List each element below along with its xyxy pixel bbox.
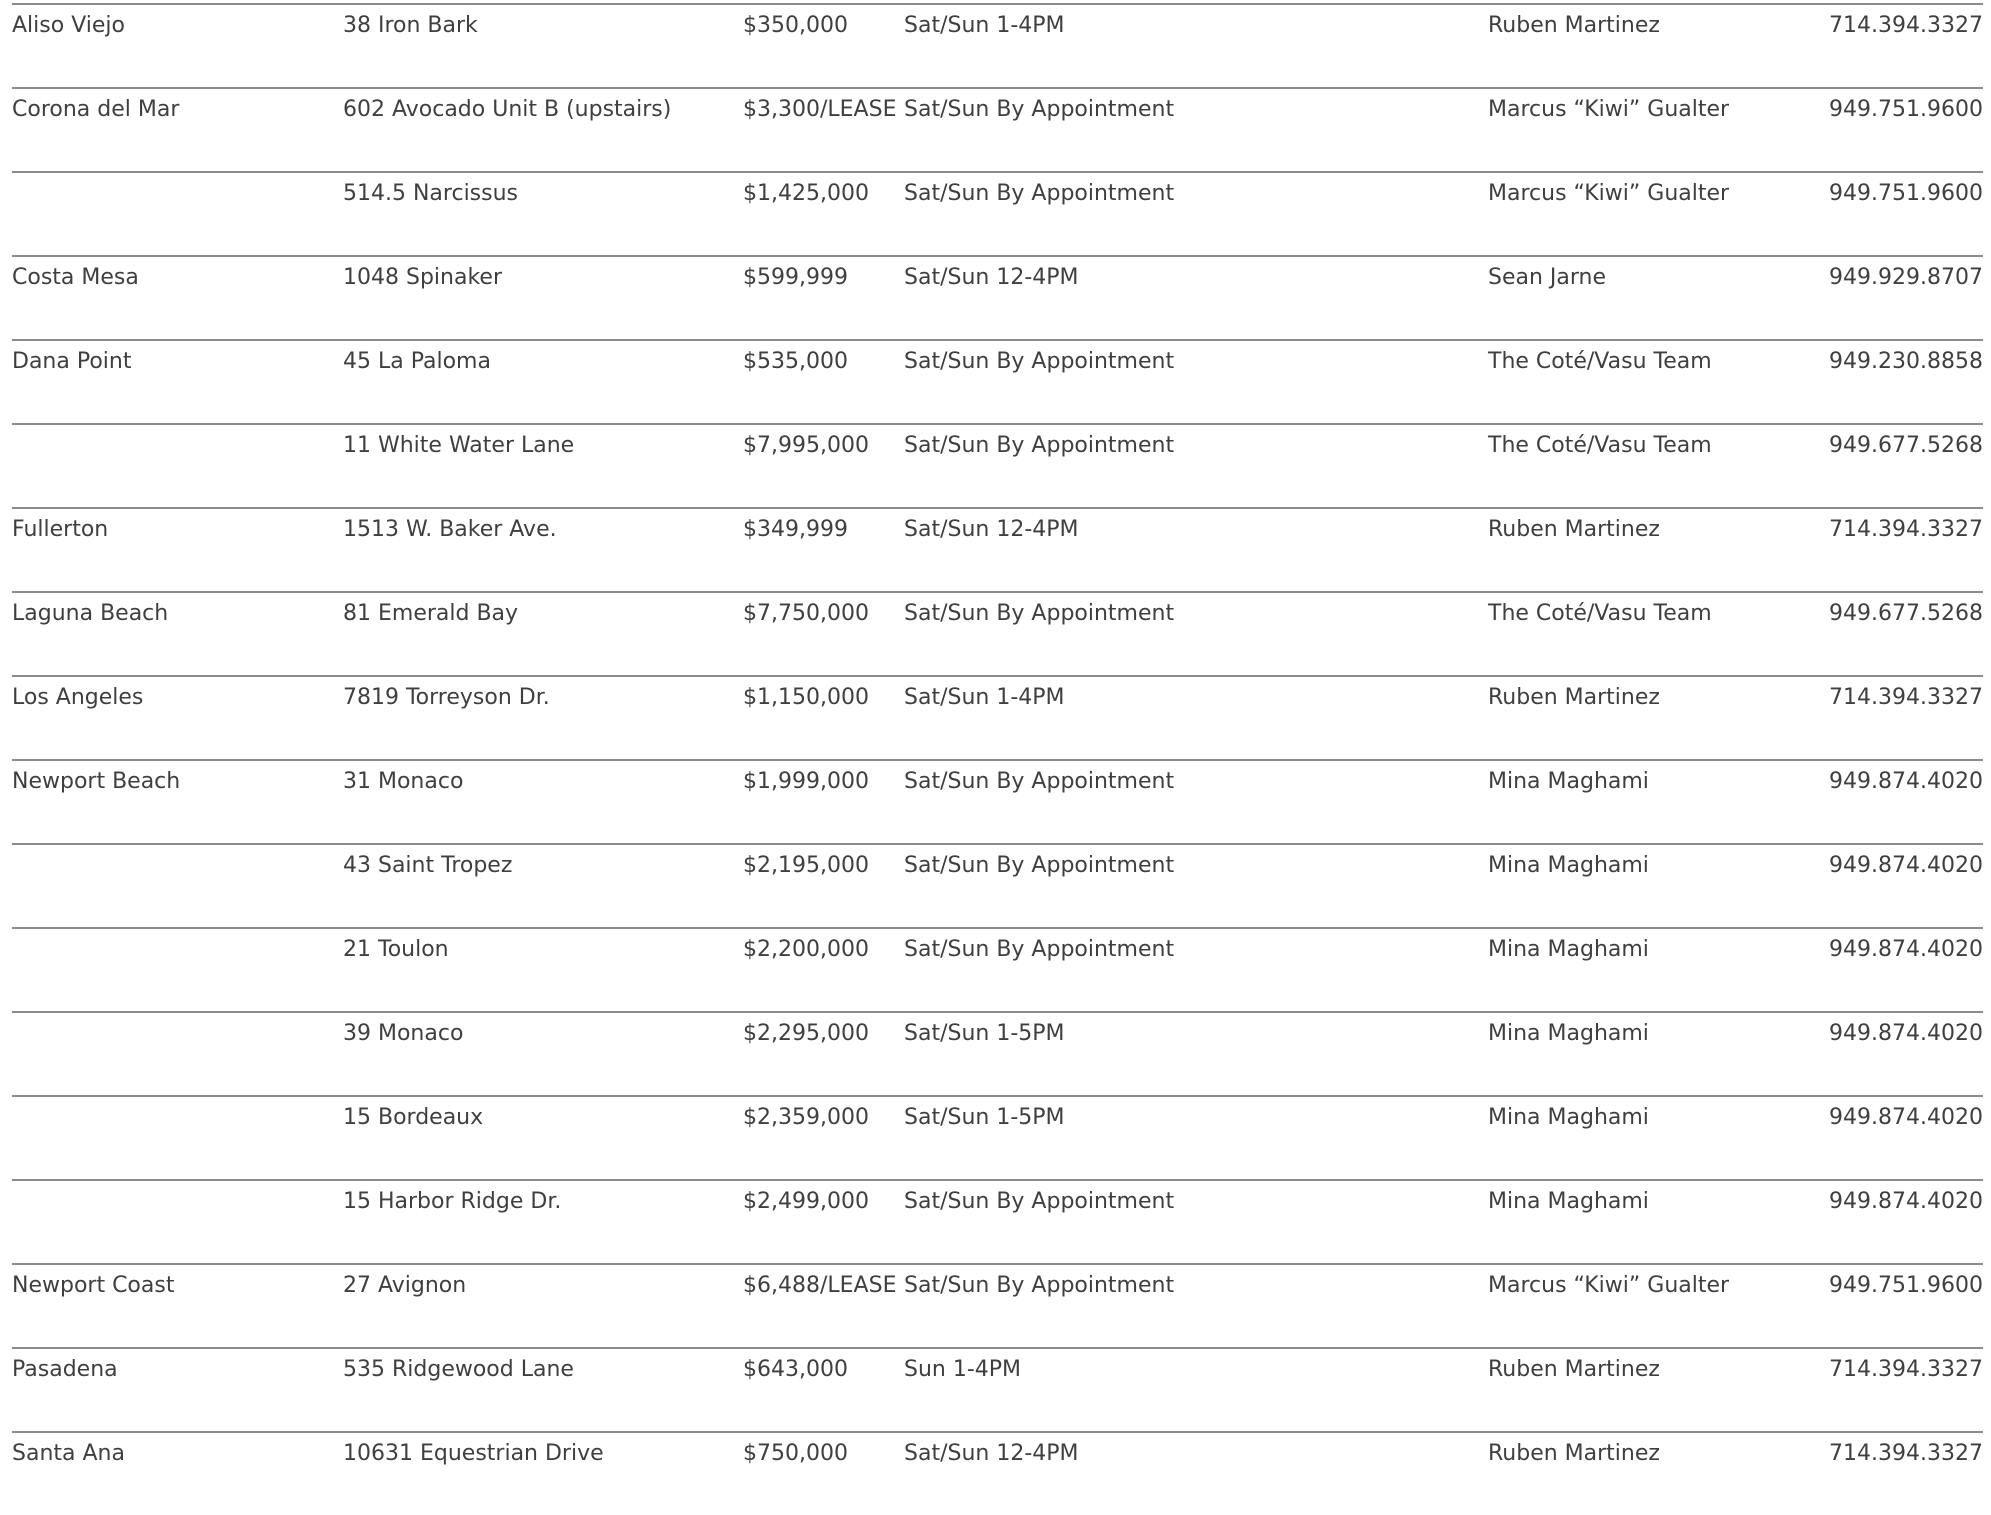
listing-row: [12, 1011, 1983, 1095]
price-cell: $535,000: [743, 349, 848, 374]
hours-cell: Sat/Sun By Appointment: [904, 853, 1175, 878]
listing-row: [12, 843, 1983, 927]
price-cell: $2,195,000: [743, 853, 869, 878]
city-cell: Dana Point: [12, 349, 132, 374]
phone-cell: 949.874.4020: [1829, 937, 1983, 962]
listing-row: [12, 255, 1983, 339]
price-cell: $1,999,000: [743, 769, 869, 794]
address-cell: 31 Monaco: [343, 769, 464, 794]
agent-cell: Mina Maghami: [1488, 1105, 1649, 1130]
agent-cell: The Coté/Vasu Team: [1488, 349, 1712, 374]
hours-cell: Sun 1-4PM: [904, 1357, 1022, 1382]
listing-row: [12, 507, 1983, 591]
address-cell: 11 White Water Lane: [343, 433, 575, 458]
hours-cell: Sat/Sun By Appointment: [904, 97, 1175, 122]
price-cell: $7,995,000: [743, 433, 869, 458]
address-cell: 7819 Torreyson Dr.: [343, 685, 550, 710]
price-cell: $349,999: [743, 517, 848, 542]
hours-cell: Sat/Sun By Appointment: [904, 1189, 1175, 1214]
phone-cell: 949.929.8707: [1829, 265, 1983, 290]
address-cell: 535 Ridgewood Lane: [343, 1357, 574, 1382]
agent-cell: Ruben Martinez: [1488, 1357, 1660, 1382]
open-house-listings: [12, 3, 1983, 1515]
price-cell: $2,200,000: [743, 937, 869, 962]
hours-cell: Sat/Sun By Appointment: [904, 937, 1175, 962]
hours-cell: Sat/Sun By Appointment: [904, 601, 1175, 626]
listing-row: [12, 1263, 1983, 1347]
agent-cell: Mina Maghami: [1488, 937, 1649, 962]
price-cell: $3,300/LEASE: [743, 97, 897, 122]
listing-row: [12, 171, 1983, 255]
listing-row: [12, 1179, 1983, 1263]
listing-row: [12, 591, 1983, 675]
phone-cell: 949.874.4020: [1829, 1021, 1983, 1046]
agent-cell: Mina Maghami: [1488, 853, 1649, 878]
city-cell: Corona del Mar: [12, 97, 180, 122]
price-cell: $1,425,000: [743, 181, 869, 206]
hours-cell: Sat/Sun 1-4PM: [904, 13, 1065, 38]
listing-row: [12, 1431, 1983, 1515]
agent-cell: Mina Maghami: [1488, 1021, 1649, 1046]
phone-cell: 714.394.3327: [1829, 685, 1983, 710]
listing-row: [12, 1095, 1983, 1179]
price-cell: $599,999: [743, 265, 848, 290]
listing-row: [12, 675, 1983, 759]
phone-cell: 949.751.9600: [1829, 1273, 1983, 1298]
agent-cell: Ruben Martinez: [1488, 13, 1660, 38]
hours-cell: Sat/Sun 12-4PM: [904, 265, 1079, 290]
price-cell: $6,488/LEASE: [743, 1273, 897, 1298]
city-cell: Fullerton: [12, 517, 109, 542]
city-cell: Newport Beach: [12, 769, 181, 794]
address-cell: 81 Emerald Bay: [343, 601, 519, 626]
listing-row: [12, 3, 1983, 87]
price-cell: $2,359,000: [743, 1105, 869, 1130]
agent-cell: Ruben Martinez: [1488, 1441, 1660, 1466]
hours-cell: Sat/Sun By Appointment: [904, 181, 1175, 206]
agent-cell: Marcus “Kiwi” Gualter: [1488, 181, 1730, 206]
address-cell: 602 Avocado Unit B (upstairs): [343, 97, 672, 122]
hours-cell: Sat/Sun By Appointment: [904, 433, 1175, 458]
listing-row: [12, 1347, 1983, 1431]
phone-cell: 714.394.3327: [1829, 13, 1983, 38]
phone-cell: 949.874.4020: [1829, 1189, 1983, 1214]
agent-cell: The Coté/Vasu Team: [1488, 433, 1712, 458]
phone-cell: 714.394.3327: [1829, 1441, 1983, 1466]
price-cell: $1,150,000: [743, 685, 869, 710]
city-cell: Santa Ana: [12, 1441, 125, 1466]
city-cell: Newport Coast: [12, 1273, 175, 1298]
hours-cell: Sat/Sun 12-4PM: [904, 517, 1079, 542]
price-cell: $2,295,000: [743, 1021, 869, 1046]
hours-cell: Sat/Sun 1-5PM: [904, 1105, 1065, 1130]
price-cell: $643,000: [743, 1357, 848, 1382]
address-cell: 10631 Equestrian Drive: [343, 1441, 604, 1466]
address-cell: 1048 Spinaker: [343, 265, 502, 290]
address-cell: 38 Iron Bark: [343, 13, 478, 38]
listing-row: [12, 339, 1983, 423]
price-cell: $7,750,000: [743, 601, 869, 626]
price-cell: $350,000: [743, 13, 848, 38]
agent-cell: Marcus “Kiwi” Gualter: [1488, 1273, 1730, 1298]
agent-cell: The Coté/Vasu Team: [1488, 601, 1712, 626]
listing-row: [12, 927, 1983, 1011]
price-cell: $750,000: [743, 1441, 848, 1466]
hours-cell: Sat/Sun 12-4PM: [904, 1441, 1079, 1466]
agent-cell: Ruben Martinez: [1488, 517, 1660, 542]
address-cell: 39 Monaco: [343, 1021, 464, 1046]
address-cell: 15 Bordeaux: [343, 1105, 484, 1130]
agent-cell: Marcus “Kiwi” Gualter: [1488, 97, 1730, 122]
phone-cell: 714.394.3327: [1829, 1357, 1983, 1382]
hours-cell: Sat/Sun By Appointment: [904, 769, 1175, 794]
listing-row: [12, 87, 1983, 171]
address-cell: 514.5 Narcissus: [343, 181, 519, 206]
agent-cell: Mina Maghami: [1488, 1189, 1649, 1214]
agent-cell: Sean Jarne: [1488, 265, 1607, 290]
hours-cell: Sat/Sun 1-4PM: [904, 685, 1065, 710]
city-cell: Costa Mesa: [12, 265, 139, 290]
city-cell: Laguna Beach: [12, 601, 169, 626]
hours-cell: Sat/Sun By Appointment: [904, 1273, 1175, 1298]
agent-cell: Ruben Martinez: [1488, 685, 1660, 710]
address-cell: 15 Harbor Ridge Dr.: [343, 1189, 562, 1214]
city-cell: Aliso Viejo: [12, 13, 125, 38]
hours-cell: Sat/Sun By Appointment: [904, 349, 1175, 374]
phone-cell: 949.677.5268: [1829, 433, 1983, 458]
phone-cell: 949.677.5268: [1829, 601, 1983, 626]
hours-cell: Sat/Sun 1-5PM: [904, 1021, 1065, 1046]
phone-cell: 949.751.9600: [1829, 181, 1983, 206]
phone-cell: 949.751.9600: [1829, 97, 1983, 122]
address-cell: 1513 W. Baker Ave.: [343, 517, 557, 542]
listing-row: [12, 759, 1983, 843]
agent-cell: Mina Maghami: [1488, 769, 1649, 794]
phone-cell: 714.394.3327: [1829, 517, 1983, 542]
price-cell: $2,499,000: [743, 1189, 869, 1214]
phone-cell: 949.874.4020: [1829, 853, 1983, 878]
phone-cell: 949.230.8858: [1829, 349, 1983, 374]
city-cell: Pasadena: [12, 1357, 118, 1382]
address-cell: 27 Avignon: [343, 1273, 467, 1298]
address-cell: 43 Saint Tropez: [343, 853, 513, 878]
city-cell: Los Angeles: [12, 685, 144, 710]
address-cell: 21 Toulon: [343, 937, 449, 962]
phone-cell: 949.874.4020: [1829, 769, 1983, 794]
phone-cell: 949.874.4020: [1829, 1105, 1983, 1130]
address-cell: 45 La Paloma: [343, 349, 491, 374]
listing-row: [12, 423, 1983, 507]
